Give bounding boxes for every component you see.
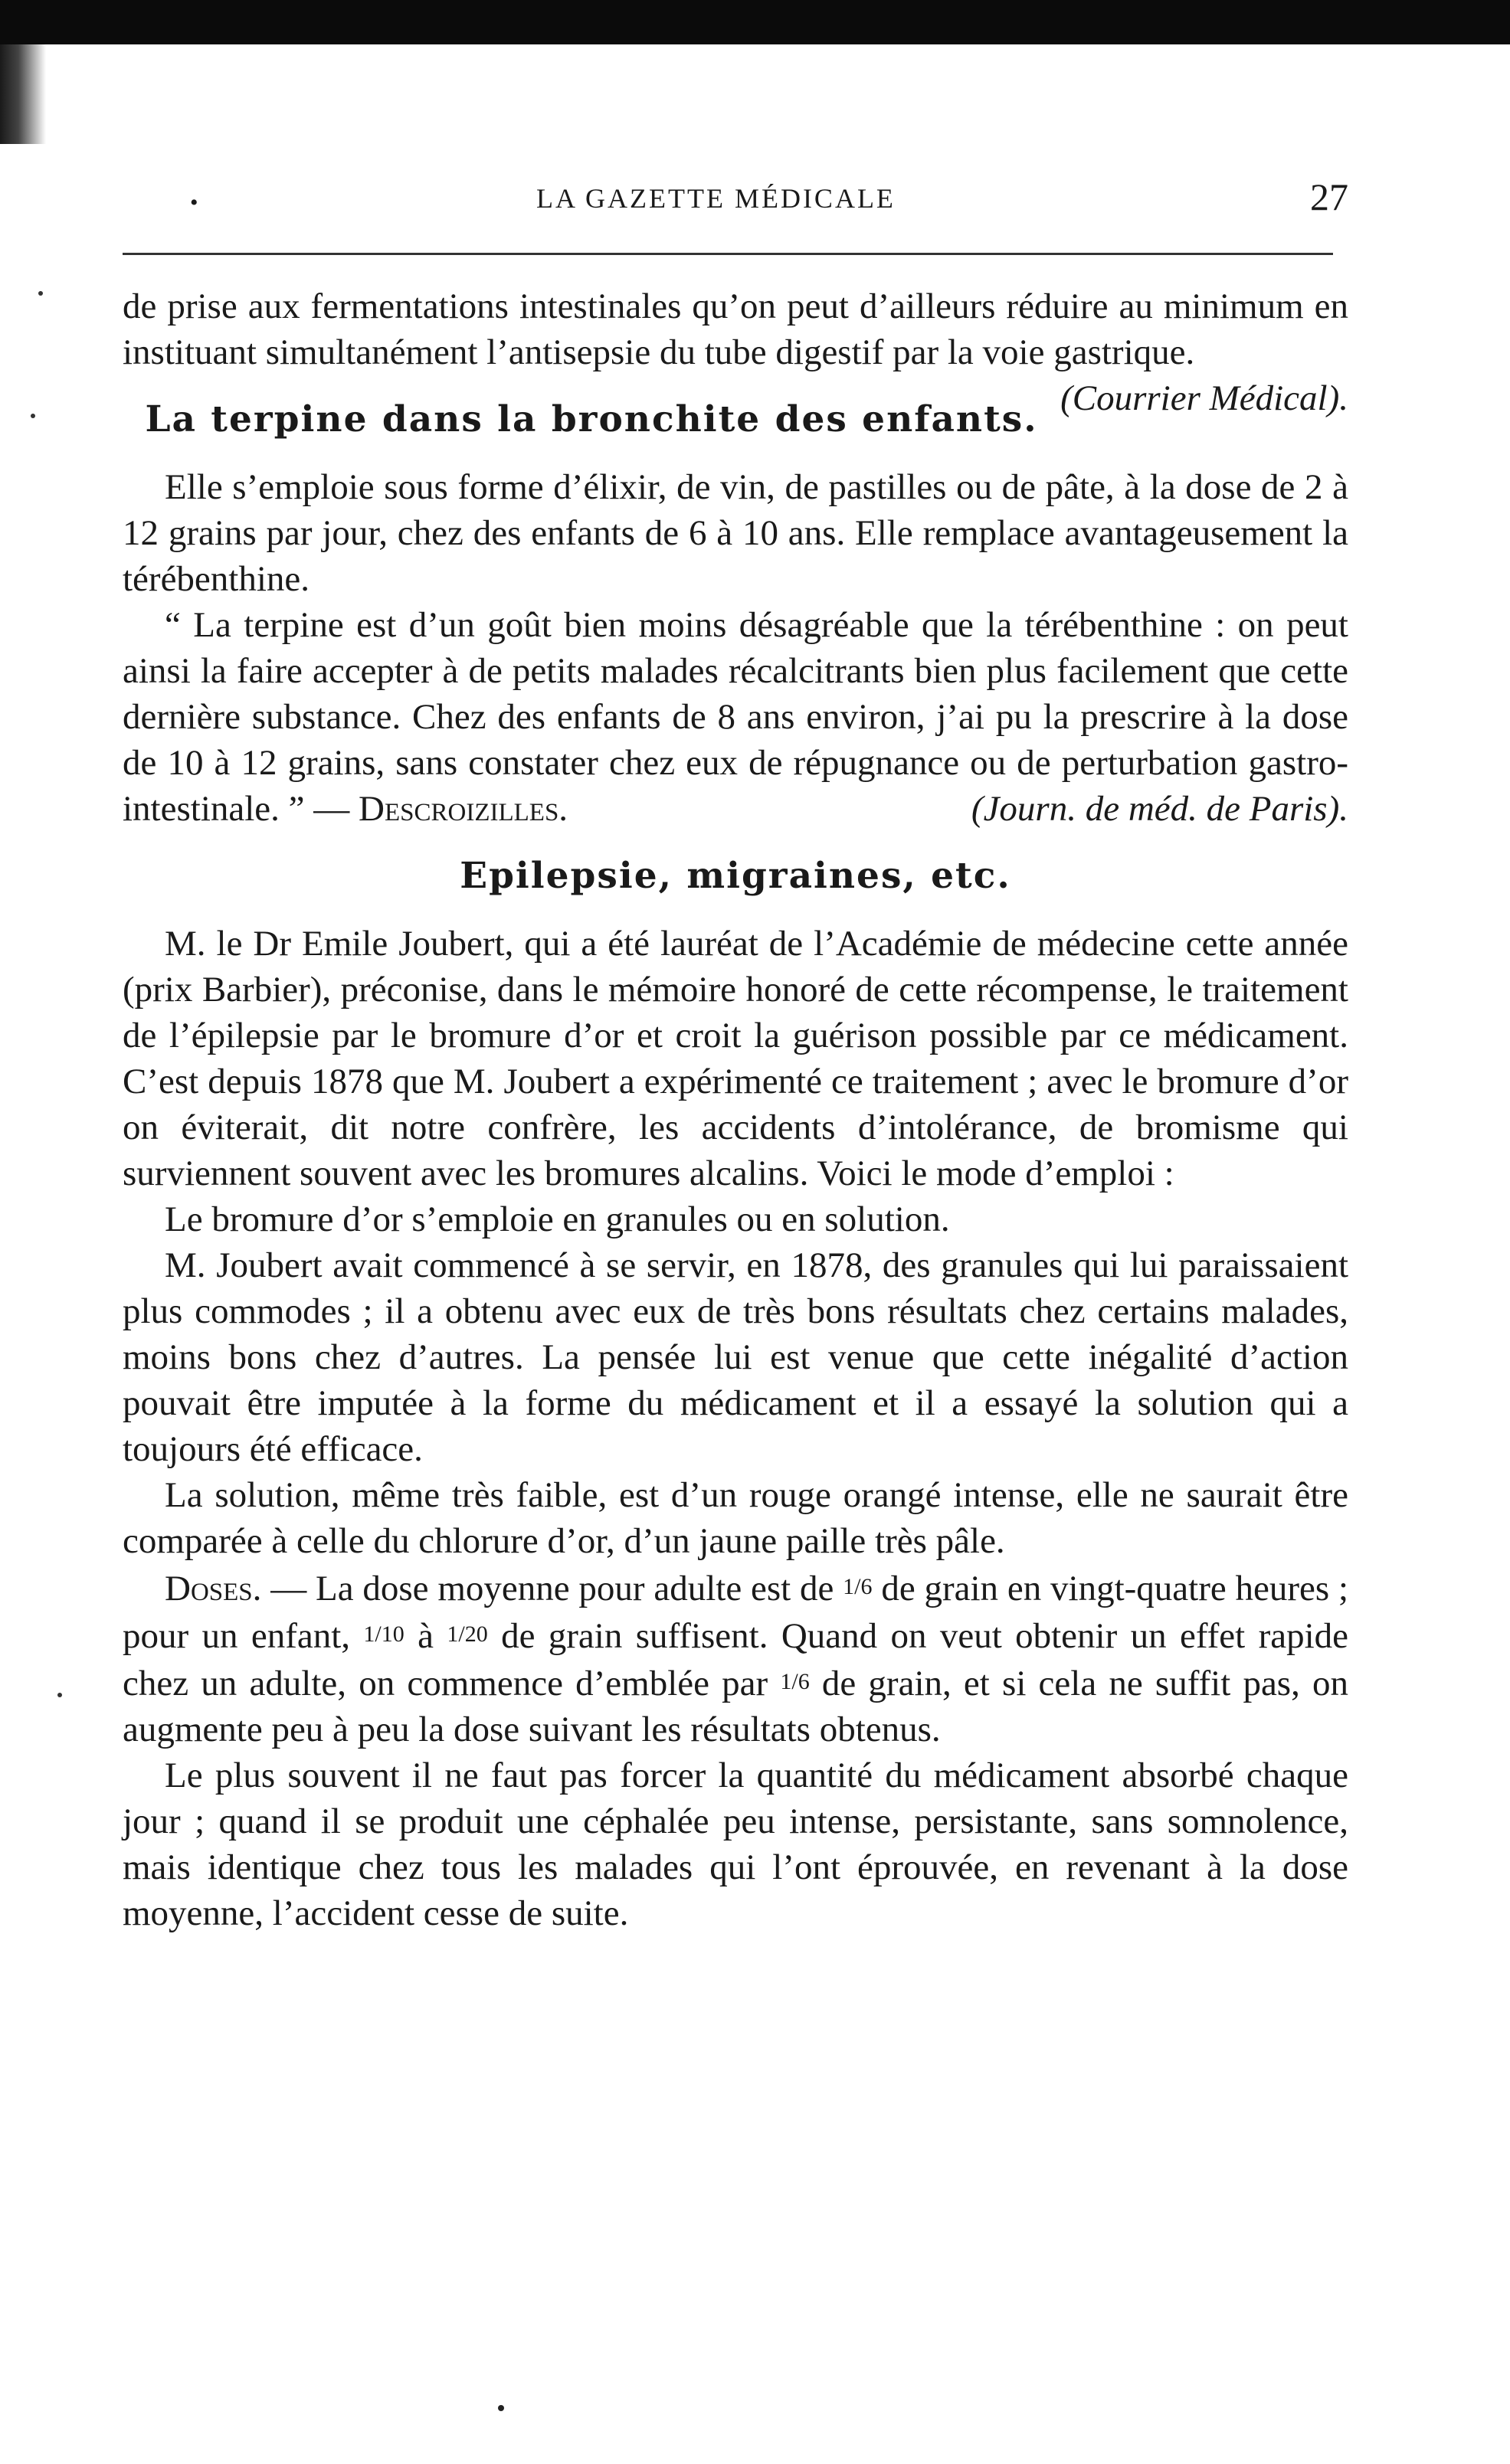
paragraph: [123, 602, 1348, 832]
paragraph: Elle s’emploie sous forme d’élixir, de vin, de pastilles ou de pâte, à la dose de 2 à 12 grains par jour, chez des enfants de 6 à 10 ans. Elle remplace avantageusement la térébenthine.: [123, 467, 1348, 599]
page-number: 27: [1310, 175, 1348, 218]
paragraph: M. Joubert avait commencé à se servir, en 1878, des granules qui lui paraissaient plus commodes ; il a obtenu avec eux de très bons résultats chez certains malades, moins bons chez d’autres. La pensée lui est venue que cette inégalité d’action pouvait être imputée à la forme du médicament et il a essayé la solution qui a toujours été efficace.: [123, 1245, 1348, 1469]
paragraph-text: à: [418, 1616, 434, 1656]
paragraph: [123, 283, 1348, 418]
margin-speck: [38, 291, 43, 296]
page-header: [123, 175, 1348, 228]
scan-edge-mark: [0, 44, 46, 144]
fraction: 1/20: [447, 1621, 488, 1647]
running-title: LA GAZETTE MÉDICALE: [536, 183, 896, 214]
paragraph: M. le Dr Emile Joubert, qui a été lauréat de l’Académie de médecine cette année (prix Barbier), préconise, dans le mémoire honoré de cette récompense, le traitement de l’épilepsie par le bromure d’or et croit la guérison possible par ce médicament. C’est depuis 1878 que M. Joubert a expérimenté ce traitement ; avec le bromure d’or on éviterait, dit notre confrère, les accidents d’intolérance, de bromisme qui surviennent souvent avec les bromures alcalins. Voici le mode d’emploi :: [123, 924, 1348, 1193]
paragraph: Le plus souvent il ne faut pas forcer la quantité du médicament absorbé chaque jour ; quand il se produit une céphalée peu intense, persistante, sans somnolence, mais identique chez tous les malades qui l’ont éprouvée, en revenant à la dose moyenne, l’accident cesse de suite.: [123, 1756, 1348, 1933]
header-bullet: •: [190, 190, 198, 215]
fraction: 1/10: [363, 1621, 405, 1647]
scan-top-border: [0, 0, 1510, 44]
paragraph-text: de grain, et si cela ne suffit pas, on augmente peu à peu la dose suivant les résultats obtenus.: [123, 1664, 1349, 1749]
paragraph: Le bromure d’or s’emploie en granules ou en solution.: [165, 1199, 950, 1239]
paragraph-text: de grain en vingt-quatre heures ; pour un enfant,: [123, 1569, 1349, 1656]
section-heading: Epilepsie, migraines, etc.: [460, 855, 1011, 897]
stray-mark: [498, 2405, 504, 2411]
section-heading: La terpine dans la bronchite des enfants.: [145, 398, 1038, 440]
citation: (Journ. de méd. de Paris).: [971, 789, 1348, 829]
fraction: 1/6: [780, 1669, 810, 1694]
article-body: [123, 283, 1348, 1936]
paragraph: La solution, même très faible, est d’un rouge orangé intense, elle ne saurait être comparée à celle du chlorure d’or, d’un jaune paille très pâle.: [123, 1475, 1348, 1561]
paragraph-text: — La dose moyenne pour adulte est de: [270, 1569, 834, 1608]
fraction: 1/6: [843, 1574, 873, 1599]
header-rule: [123, 253, 1333, 255]
margin-speck: [31, 414, 35, 418]
paragraph: [123, 1564, 1348, 1752]
doses-label: Doses.: [165, 1569, 262, 1608]
citation: (Courrier Médical).: [1060, 378, 1348, 418]
margin-speck: [57, 1693, 62, 1697]
quote-text: “ La terpine est d’un goût bien moins désagréable que la térébenthine : on peut ainsi la faire accepter à de petits malades récalcitrants bien plus facilement que cette dernière substance. Chez des enfants de 8 ans environ, j’ai pu la prescrire à la dose de 10 à 12 grains, sans constater chez eux de répugnance ou de perturbation gastro-intestinale. ” —: [123, 605, 1348, 829]
paragraph-text: de prise aux fermentations intestinales qu’on peut d’ailleurs réduire au minimum en instituant simultanément l’antisepsie du tube digestif par la voie gastrique.: [123, 286, 1348, 372]
author: Descroizilles.: [359, 789, 568, 829]
paragraph-text: de grain suffisent. Quand on veut obtenir un effet rapide chez un adulte, on commence d’emblée par: [123, 1616, 1348, 1703]
